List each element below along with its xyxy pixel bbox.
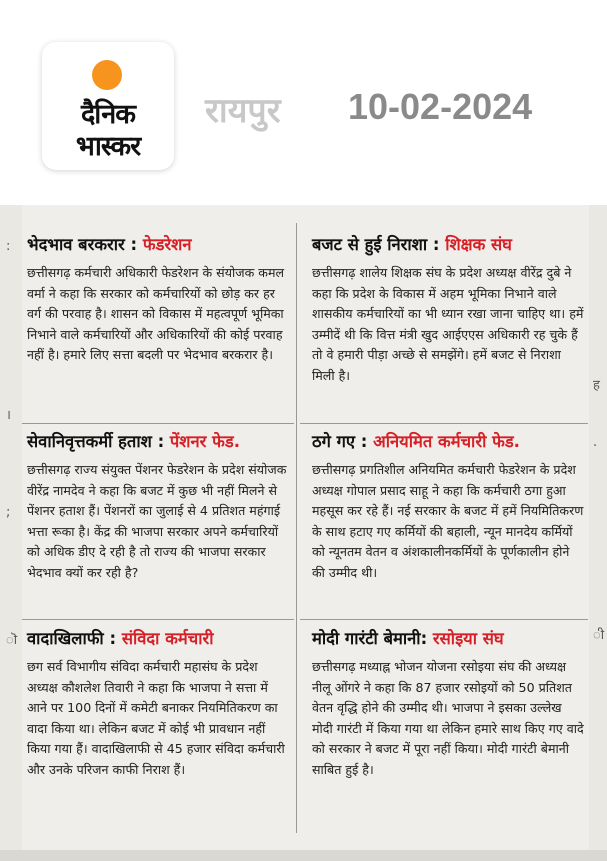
right-page-edge: ह . ी: [589, 205, 607, 861]
dainik-bhaskar-logo: [42, 42, 174, 170]
article-headline: मोदी गारंटी बेमानी: रसोइया संघ: [312, 629, 504, 648]
newspaper-clipping: [0, 205, 607, 861]
headline-main: भेदभाव बरकरार: [27, 235, 125, 254]
row-divider: [300, 619, 588, 620]
row-divider: [300, 423, 588, 424]
article-headline: भेदभाव बरकरार : फेडरेशन: [27, 235, 192, 254]
article-irregular-employees: [312, 430, 584, 583]
article-body: छत्तीसगढ़ मध्याह्न भोजन योजना रसोइया संघ की अध्यक्ष नीलू ओंगरे ने कहा कि 87 हजार रसोइयों को 50 प्रतिशत वेतन वृद्धि होने की उम्मीद थी। भाजपा ने इसका उल्लेख मोदी गारंटी में किया गया था लेकिन हमारे साथ किए गए वादे को सरकार ने बजट में पूरा नहीं किया। मोदी गारंटी बेमानी साबित हुई है।: [312, 659, 584, 777]
headline-main: ठगे गए: [312, 432, 356, 451]
headline-source: संविदा कर्मचारी: [121, 629, 214, 648]
row-divider: [22, 619, 294, 620]
article-headline: सेवानिवृत्तकर्मी हताश : पेंशनर फेड.: [27, 432, 240, 451]
article-body: छत्तीसगढ़ कर्मचारी अधिकारी फेडरेशन के संयोजक कमल वर्मा ने कहा कि सरकार को कर्मचारियों को छोड़ कर हर वर्ग की परवाह है। शासन को विकास में महत्वपूर्ण भूमिका निभाने वाले कर्मचारियों और अधिकारियों की कोई परवाह नहीं है। हमारे लिए सत्ता बदली पर भेदभाव बरकरार है।: [27, 265, 285, 362]
headline-main: सेवानिवृत्तकर्मी हताश: [27, 432, 152, 451]
article-headline: वादाखिलाफी : संविदा कर्मचारी: [27, 629, 214, 648]
header: [0, 0, 607, 205]
article-body: छग सर्व विभागीय संविदा कर्मचारी महासंघ के प्रदेश अध्यक्ष कौशलेश तिवारी ने कहा कि भाजपा ने सत्ता में आने पर 100 दिनों में कमेटी बनाकर नियमितिकरण का वादा किया था। लेकिन बजट में कोई भी प्रावधान नहीं किया गया हैं। वादाखिलाफी से 45 हजार संविदा कर्मचारी और उनके परिजन काफी निराश हैं।: [27, 659, 285, 777]
logo-text-line2: भास्कर: [75, 131, 141, 162]
article-federation: [27, 233, 289, 366]
headline-main: मोदी गारंटी बेमानी: [312, 629, 421, 648]
row-divider: [22, 423, 294, 424]
headline-source: शिक्षक संघ: [445, 235, 512, 254]
headline-source: अनियमित कर्मचारी फेड.: [373, 432, 520, 451]
sun-icon: [92, 60, 122, 90]
article-body: छत्तीसगढ़ शालेय शिक्षक संघ के प्रदेश अध्यक्ष वीरेंद्र दुबे ने कहा कि प्रदेश के विकास में अहम भूमिका निभाने वाले शासकीय कर्मचारियों का भी ध्यान रखा जाना चाहिए था। हमें उम्मीदें थी कि वित्त मंत्री खुद आईएएस अधिकारी रह चुके हैं तो वे हमारी पीड़ा अच्छे से समझेंगे। हमें बजट से निराशा मिली है।: [312, 265, 584, 383]
article-pensioners: [27, 430, 289, 583]
article-headline: ठगे गए : अनियमित कर्मचारी फेड.: [312, 432, 520, 451]
article-body: छत्तीसगढ़ प्रगतिशील अनियमित कर्मचारी फेडरेशन के प्रदेश अध्यक्ष गोपाल प्रसाद साहू ने कहा कि कर्मचारी ठगा हुआ महसूस कर रहे हैं। नई सरकार के बजट में हमें नियमितिकरण के साथ हटाए गए कर्मियों की बहाली, न्यून मानदेय कर्मियों को न्यूनतम वेतन व अंशकालीनकर्मियों के पूर्णकालीन होने की उम्मीद थी।: [312, 462, 584, 580]
article-body: छत्तीसगढ़ राज्य संयुक्त पेंशनर फेडरेशन के प्रदेश संयोजक वीरेंद्र नामदेव ने कहा कि बजट में कुछ भी नहीं मिलने से पेंशनर हताश हैं। पेंशनरों का जुलाई से 4 प्रतिशत महंगाई भत्ता रूका है। केंद्र की भाजपा सरकार अपने कर्मचारियों को अधिक डीए दे रही है तो राज्य की भाजपा सरकार भेदभाव क्यों कर रही है?: [27, 462, 287, 580]
headline-source: रसोइया संघ: [432, 629, 504, 648]
edition-date: 10-02-2024: [348, 86, 533, 127]
logo-text-line1: दैनिक: [80, 99, 136, 130]
article-cooks-union: [312, 627, 584, 780]
headline-main: वादाखिलाफी: [27, 629, 104, 648]
page-bottom-edge: [0, 850, 607, 861]
headline-source: पेंशनर फेड.: [169, 432, 240, 451]
article-teachers-union: [312, 233, 584, 386]
article-headline: बजट से हुई निराशा : शिक्षक संघ: [312, 235, 512, 254]
left-page-edge: : । ; ॊ: [0, 205, 22, 861]
city-label: रायपुर: [205, 91, 281, 131]
headline-source: फेडरेशन: [142, 235, 192, 254]
article-contract-employees: [27, 627, 289, 780]
column-divider: [296, 223, 297, 833]
headline-main: बजट से हुई निराशा: [312, 235, 428, 254]
